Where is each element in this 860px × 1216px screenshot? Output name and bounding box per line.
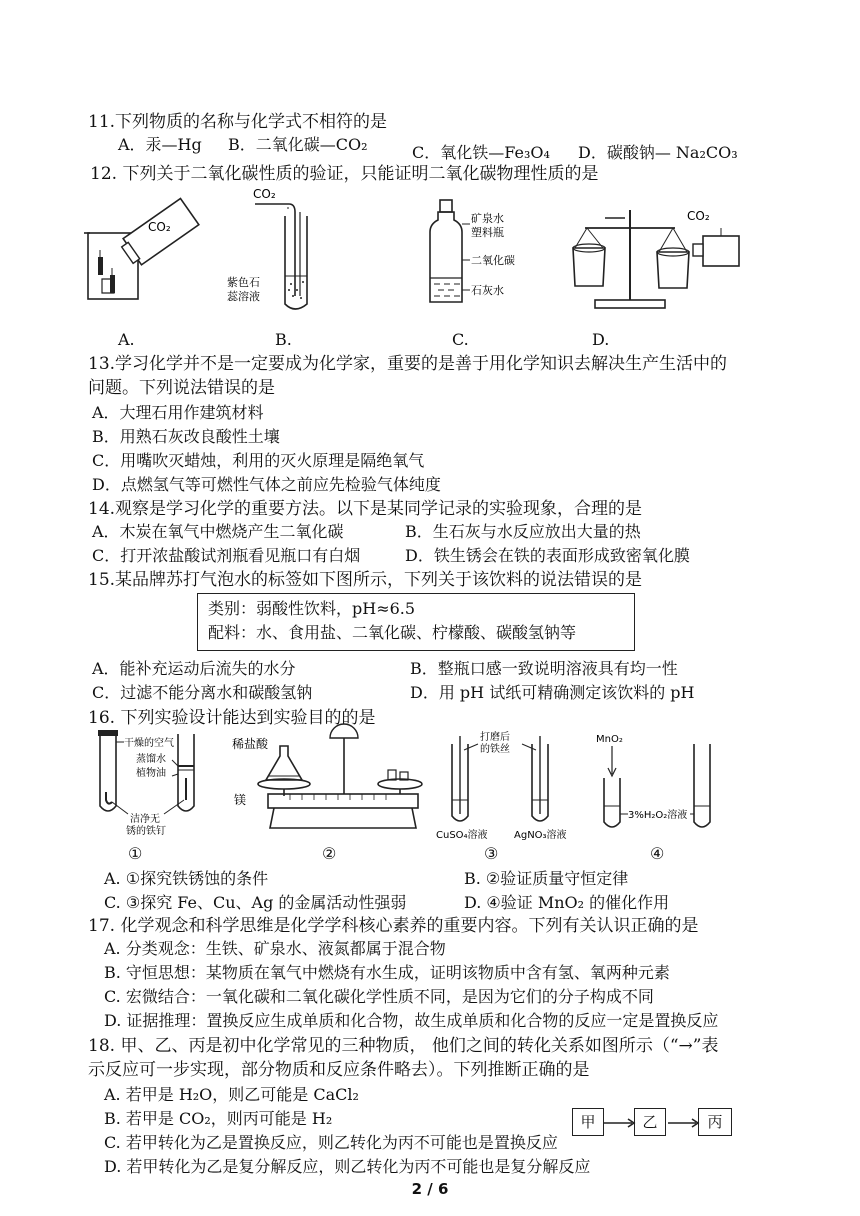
q16-option-d: D. ④验证 MnO₂ 的催化作用 [464, 893, 670, 912]
q14-option-b: B．生石灰与水反应放出大量的热 [405, 522, 641, 541]
q12-fig-c-label-4: 石灰水 [471, 284, 504, 297]
q18-option-c: C. 若甲转化为乙是置换反应，则乙转化为丙不可能也是置换反应 [104, 1133, 558, 1152]
q15-option-a: A．能补充运动后流失的水分 [92, 659, 296, 678]
q14-option-d: D．铁生锈会在铁的表面形成致密氧化膜 [405, 546, 690, 565]
q16-fig1-label-nail-1: 洁净无 [130, 814, 160, 825]
q16-stem: 16. 下列实验设计能达到实验目的的是 [88, 708, 376, 728]
q12-fig-b-co2-label: CO₂ [253, 187, 276, 201]
q13-stem-line-2: 问题。下列说法错误的是 [88, 378, 275, 398]
q16-option-a: A. ①探究铁锈蚀的条件 [104, 869, 269, 888]
q12-stem: 12. 下列关于二氧化碳性质的验证，只能证明二氧化碳物理性质的是 [90, 164, 599, 184]
q16-figure-3 [436, 730, 586, 840]
q17-option-d: D. 证据推理：置换反应生成单质和化合物，故生成单质和化合物的反应一定是置换反应 [104, 1011, 719, 1030]
q12-fig-c-label-3: 二氧化碳 [471, 254, 515, 267]
q16-fig1-label-water: 蒸馏水 [136, 754, 166, 765]
q12-figure-a [80, 195, 220, 305]
q12-fig-b-label-2: 蕊溶液 [227, 290, 260, 303]
q18-box-jia: 甲 [572, 1108, 604, 1136]
q11-option-a: A．汞—Hg [118, 135, 202, 154]
q13-option-a: A．大理石用作建筑材料 [92, 403, 264, 422]
q18-option-a: A. 若甲是 H₂O，则乙可能是 CaCl₂ [104, 1085, 359, 1104]
q12-fig-d-co2-label: CO₂ [687, 209, 710, 223]
q12-fig-c-label-1: 矿泉水 [471, 212, 504, 225]
q16-figure-num-4: ④ [650, 844, 665, 863]
q17-option-a: A. 分类观念：生铁、矿泉水、液氮都属于混合物 [104, 939, 446, 958]
q11-option-b: B．二氧化碳—CO₂ [228, 135, 368, 154]
q18-stem-line-1: 18. 甲、乙、丙是初中化学常见的三种物质， 他们之间的转化关系如图所示（“→”表 [88, 1036, 719, 1056]
q12-option-b: B. [275, 330, 292, 349]
q12-figure-d [565, 200, 755, 312]
q18-box-yi: 乙 [634, 1108, 666, 1136]
q14-stem: 14.观察是学习化学的重要方法。以下是某同学记录的实验现象，合理的是 [88, 499, 643, 519]
q16-figure-num-1: ① [128, 844, 143, 863]
q15-label-line-1: 类别：弱酸性饮料，pH≈6.5 [208, 599, 416, 618]
q16-figure-num-2: ② [322, 844, 337, 863]
q12-fig-b-label-1: 紫色石 [227, 276, 260, 289]
q18-flow-arrows [600, 1108, 710, 1138]
q16-fig3-label-1: 打磨后 [480, 732, 510, 743]
q16-figure-1 [94, 730, 214, 840]
q15-option-b: B．整瓶口感一致说明溶液具有均一性 [410, 659, 678, 678]
q13-option-b: B．用熟石灰改良酸性土壤 [92, 427, 280, 446]
q12-option-a: A. [118, 330, 135, 349]
q13-stem-line-1: 13.学习化学并不是一定要成为化学家，重要的是善于用化学知识去解决生产生活中的 [88, 354, 728, 374]
q14-option-a: A．木炭在氧气中燃烧产生二氧化碳 [92, 522, 344, 541]
q12-figure-c [418, 198, 528, 308]
q15-label-line-2: 配料：水、食用盐、二氧化碳、柠檬酸、碳酸氢钠等 [208, 623, 577, 642]
q15-stem: 15.某品牌苏打气泡水的标签如下图所示，下列关于该饮料的说法错误的是 [88, 570, 643, 590]
q16-figure-4 [594, 730, 734, 840]
q13-option-c: C．用嘴吹灭蜡烛，利用的灭火原理是隔绝氧气 [92, 451, 425, 470]
q16-fig1-label-nail-2: 锈的铁钉 [126, 826, 166, 837]
q12-fig-c-label-2: 塑料瓶 [471, 226, 504, 239]
q16-fig3-label-agno3: AgNO₃溶液 [514, 830, 567, 841]
q16-fig2-label-acid: 稀盐酸 [232, 737, 269, 751]
q17-stem: 17. 化学观念和科学思维是化学学科核心素养的重要内容。下列有关认识正确的是 [88, 916, 699, 936]
q16-fig1-label-oil: 植物油 [136, 768, 166, 779]
q15-option-c: C．过滤不能分离水和碳酸氢钠 [92, 683, 313, 702]
q13-option-d: D．点燃氢气等可燃性气体之前应先检验气体纯度 [92, 475, 441, 494]
q18-option-d: D. 若甲转化为乙是复分解反应，则乙转化为丙不可能也是复分解反应 [104, 1157, 591, 1176]
q16-fig1-label-dry-air: 干燥的空气 [124, 738, 174, 749]
q16-figure-num-3: ③ [484, 844, 499, 863]
q11-option-d: D．碳酸钠— Na₂CO₃ [578, 143, 738, 162]
q16-option-c: C. ③探究 Fe、Cu、Ag 的金属活动性强弱 [104, 893, 407, 912]
q18-box-bing: 丙 [698, 1108, 732, 1136]
q12-figure-b [225, 186, 345, 316]
q12-option-c: C. [452, 330, 469, 349]
q16-fig2-label-mg: 镁 [234, 793, 247, 807]
q14-option-c: C．打开浓盐酸试剂瓶看见瓶口有白烟 [92, 546, 361, 565]
q17-option-c: C. 宏微结合：一氧化碳和二氧化碳化学性质不同，是因为它们的分子构成不同 [104, 987, 654, 1006]
q12-fig-a-co2-label: CO₂ [148, 220, 171, 234]
q12-option-d: D. [592, 330, 610, 349]
q15-drink-label [197, 593, 635, 651]
q11-option-c: C．氧化铁—Fe₃O₄ [412, 143, 550, 162]
q11-stem: 11.下列物质的名称与化学式不相符的是 [88, 112, 388, 132]
page-number: 2 / 6 [411, 1180, 449, 1198]
q18-option-b: B. 若甲是 CO₂，则丙可能是 H₂ [104, 1109, 333, 1128]
q16-fig4-label-h2o2: 3%H₂O₂溶液 [628, 810, 688, 821]
q18-stem-line-2: 示反应可一步实现，部分物质和反应条件略去）。下列推断正确的是 [88, 1060, 590, 1080]
q16-fig4-label-mno2: MnO₂ [596, 734, 623, 745]
q16-option-b: B. ②验证质量守恒定律 [464, 869, 629, 888]
q16-fig3-label-2: 的铁丝 [480, 744, 510, 755]
q15-option-d: D．用 pH 试纸可精确测定该饮料的 pH [410, 683, 695, 702]
q16-fig3-label-cuso4: CuSO₄溶液 [436, 830, 488, 841]
q16-figure-2 [230, 732, 430, 832]
q17-option-b: B. 守恒思想：某物质在氧气中燃烧有水生成，证明该物质中含有氢、氧两种元素 [104, 963, 670, 982]
